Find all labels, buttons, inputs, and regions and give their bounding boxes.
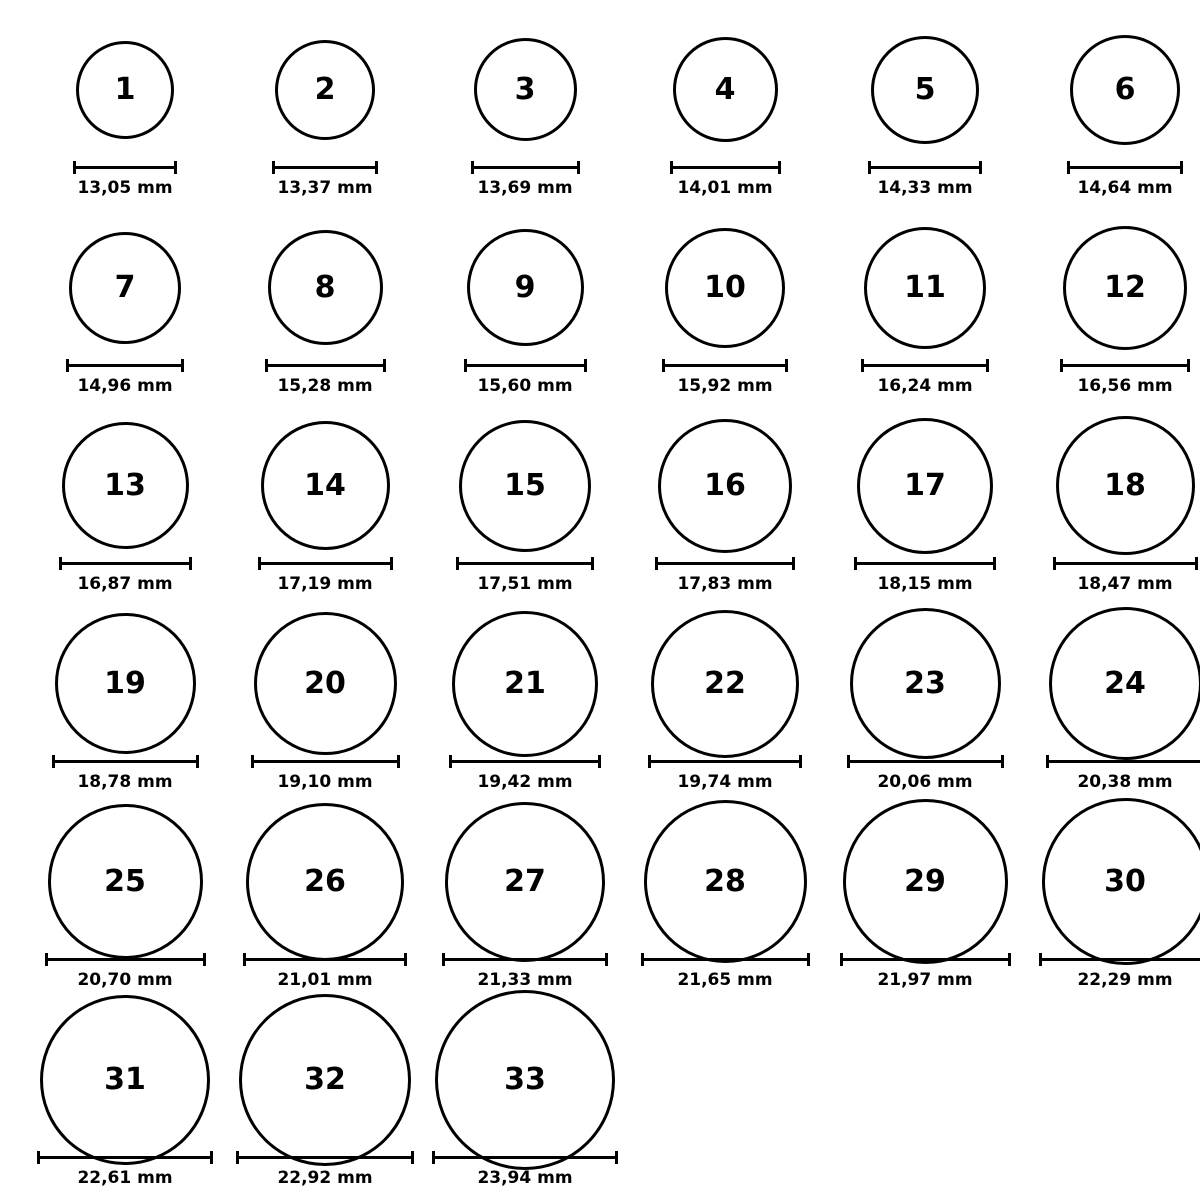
ring-circle-wrap bbox=[430, 1012, 620, 1147]
caliper-icon bbox=[670, 161, 781, 173]
ring-size-cell bbox=[30, 990, 220, 1188]
ring-size-number: 26 bbox=[304, 863, 346, 899]
caliper-icon bbox=[45, 953, 206, 965]
ring-circle-icon bbox=[1042, 798, 1200, 965]
ring-size-number: 33 bbox=[504, 1061, 546, 1097]
ring-diameter-label: 13,05 mm bbox=[77, 178, 173, 198]
ring-diameter-label: 21,33 mm bbox=[477, 970, 573, 990]
caliper-icon bbox=[456, 557, 594, 569]
caliper-icon bbox=[641, 953, 810, 965]
ring-diameter-label: 20,06 mm bbox=[877, 772, 973, 792]
ring-circle-wrap bbox=[230, 418, 420, 553]
ring-size-cell bbox=[630, 792, 820, 990]
ring-size-cell bbox=[830, 198, 1020, 396]
ring-diameter-label: 20,70 mm bbox=[77, 970, 173, 990]
ring-circle-icon bbox=[254, 612, 397, 755]
ring-row bbox=[0, 792, 1200, 990]
ring-row bbox=[0, 0, 1200, 198]
ring-circle-wrap bbox=[430, 22, 620, 157]
ring-circle-wrap bbox=[630, 616, 820, 751]
ring-circle-wrap bbox=[830, 220, 1020, 355]
ring-circle-wrap bbox=[830, 22, 1020, 157]
ring-diameter-label: 16,24 mm bbox=[877, 376, 973, 396]
ring-diameter-label: 22,29 mm bbox=[1077, 970, 1173, 990]
ring-diameter-label: 19,74 mm bbox=[677, 772, 773, 792]
ring-diameter-label: 21,97 mm bbox=[877, 970, 973, 990]
ring-diameter-label: 17,51 mm bbox=[477, 574, 573, 594]
ring-size-cell bbox=[1030, 198, 1200, 396]
ring-size-number: 8 bbox=[314, 269, 336, 305]
ring-measurement bbox=[830, 557, 1020, 594]
ring-size-cell bbox=[1030, 594, 1200, 792]
ring-row bbox=[0, 396, 1200, 594]
ring-diameter-label: 20,38 mm bbox=[1077, 772, 1173, 792]
ring-circle-icon bbox=[445, 802, 605, 962]
ring-size-cell bbox=[230, 198, 420, 396]
ring-measurement bbox=[430, 953, 620, 990]
ring-circle-icon bbox=[871, 36, 979, 144]
ring-diameter-label: 18,78 mm bbox=[77, 772, 173, 792]
ring-circle-wrap bbox=[630, 418, 820, 553]
ring-circle-icon bbox=[850, 608, 1001, 759]
ring-size-cell bbox=[830, 396, 1020, 594]
caliper-icon bbox=[868, 161, 982, 173]
ring-circle-wrap bbox=[30, 22, 220, 157]
ring-diameter-label: 18,15 mm bbox=[877, 574, 973, 594]
caliper-icon bbox=[73, 161, 177, 173]
ring-size-cell bbox=[830, 792, 1020, 990]
ring-measurement bbox=[30, 359, 220, 396]
ring-circle-wrap bbox=[630, 22, 820, 157]
ring-size-number: 6 bbox=[1114, 71, 1136, 107]
ring-size-cell bbox=[630, 594, 820, 792]
ring-size-cell bbox=[230, 990, 420, 1188]
caliper-icon bbox=[272, 161, 378, 173]
ring-circle-icon bbox=[275, 40, 375, 140]
ring-size-number: 20 bbox=[304, 665, 346, 701]
ring-measurement bbox=[630, 755, 820, 792]
ring-size-cell bbox=[30, 0, 220, 198]
ring-circle-wrap bbox=[430, 418, 620, 553]
ring-circle-icon bbox=[1049, 607, 1200, 760]
ring-circle-icon bbox=[246, 803, 404, 961]
ring-measurement bbox=[30, 1151, 220, 1188]
ring-size-number: 11 bbox=[904, 269, 946, 305]
ring-size-cell bbox=[230, 594, 420, 792]
ring-circle-wrap bbox=[230, 22, 420, 157]
ring-circle-icon bbox=[864, 227, 986, 349]
caliper-icon bbox=[854, 557, 996, 569]
ring-measurement bbox=[1030, 755, 1200, 792]
caliper-icon bbox=[1067, 161, 1183, 173]
ring-diameter-label: 22,92 mm bbox=[277, 1168, 373, 1188]
ring-circle-icon bbox=[1063, 226, 1187, 350]
ring-size-number: 24 bbox=[1104, 665, 1146, 701]
caliper-icon bbox=[1060, 359, 1190, 371]
ring-row bbox=[0, 990, 1200, 1188]
caliper-icon bbox=[432, 1151, 618, 1163]
ring-size-cell bbox=[30, 792, 220, 990]
ring-size-number: 30 bbox=[1104, 863, 1146, 899]
ring-measurement bbox=[630, 557, 820, 594]
caliper-icon bbox=[1046, 755, 1200, 767]
caliper-icon bbox=[449, 755, 601, 767]
ring-size-cell bbox=[30, 198, 220, 396]
ring-size-number: 28 bbox=[704, 863, 746, 899]
ring-measurement bbox=[430, 1151, 620, 1188]
ring-circle-icon bbox=[843, 799, 1008, 964]
caliper-icon bbox=[258, 557, 393, 569]
ring-circle-wrap bbox=[1030, 220, 1200, 355]
caliper-icon bbox=[1039, 953, 1200, 965]
ring-size-cell bbox=[430, 396, 620, 594]
ring-circle-wrap bbox=[1030, 22, 1200, 157]
ring-measurement bbox=[830, 359, 1020, 396]
caliper-icon bbox=[265, 359, 386, 371]
ring-circle-wrap bbox=[830, 814, 1020, 949]
ring-circle-wrap bbox=[30, 616, 220, 751]
caliper-icon bbox=[66, 359, 184, 371]
caliper-icon bbox=[662, 359, 788, 371]
ring-measurement bbox=[430, 557, 620, 594]
caliper-icon bbox=[442, 953, 608, 965]
ring-size-cell bbox=[430, 198, 620, 396]
ring-diameter-label: 17,19 mm bbox=[277, 574, 373, 594]
ring-size-cell bbox=[230, 396, 420, 594]
ring-circle-wrap bbox=[230, 220, 420, 355]
ring-diameter-label: 15,60 mm bbox=[477, 376, 573, 396]
ring-measurement bbox=[1030, 953, 1200, 990]
ring-size-cell bbox=[830, 594, 1020, 792]
caliper-icon bbox=[471, 161, 580, 173]
ring-circle-wrap bbox=[30, 220, 220, 355]
ring-size-number: 14 bbox=[304, 467, 346, 503]
ring-size-cell bbox=[1030, 792, 1200, 990]
ring-measurement bbox=[230, 557, 420, 594]
ring-size-number: 29 bbox=[904, 863, 946, 899]
ring-circle-wrap bbox=[430, 616, 620, 751]
ring-size-number: 4 bbox=[714, 71, 736, 107]
ring-circle-wrap bbox=[30, 1012, 220, 1147]
ring-circle-wrap bbox=[1030, 418, 1200, 553]
ring-diameter-label: 19,42 mm bbox=[477, 772, 573, 792]
ring-size-number: 10 bbox=[704, 269, 746, 305]
ring-diameter-label: 16,87 mm bbox=[77, 574, 173, 594]
ring-diameter-label: 18,47 mm bbox=[1077, 574, 1173, 594]
ring-circle-wrap bbox=[230, 616, 420, 751]
ring-size-number: 22 bbox=[704, 665, 746, 701]
ring-measurement bbox=[830, 953, 1020, 990]
ring-circle-wrap bbox=[1030, 814, 1200, 949]
ring-circle-wrap bbox=[30, 814, 220, 949]
ring-circle-wrap bbox=[630, 814, 820, 949]
ring-size-cell bbox=[630, 396, 820, 594]
ring-diameter-label: 13,37 mm bbox=[277, 178, 373, 198]
ring-size-number: 9 bbox=[514, 269, 536, 305]
ring-size-number: 1 bbox=[114, 71, 136, 107]
ring-size-cell bbox=[1030, 0, 1200, 198]
ring-circle-icon bbox=[48, 804, 203, 959]
ring-measurement bbox=[230, 1151, 420, 1188]
ring-measurement bbox=[30, 755, 220, 792]
caliper-icon bbox=[251, 755, 400, 767]
ring-circle-wrap bbox=[830, 616, 1020, 751]
ring-diameter-label: 14,96 mm bbox=[77, 376, 173, 396]
ring-circle-icon bbox=[268, 230, 383, 345]
ring-measurement bbox=[830, 161, 1020, 198]
ring-size-cell bbox=[430, 594, 620, 792]
ring-circle-icon bbox=[651, 610, 799, 758]
caliper-icon bbox=[648, 755, 802, 767]
ring-size-number: 32 bbox=[304, 1061, 346, 1097]
ring-size-cell bbox=[830, 0, 1020, 198]
ring-size-cell bbox=[630, 198, 820, 396]
ring-diameter-label: 21,01 mm bbox=[277, 970, 373, 990]
ring-size-number: 7 bbox=[114, 269, 136, 305]
ring-diameter-label: 22,61 mm bbox=[77, 1168, 173, 1188]
ring-circle-icon bbox=[55, 613, 196, 754]
ring-circle-icon bbox=[644, 800, 807, 963]
ring-measurement bbox=[230, 755, 420, 792]
ring-diameter-label: 13,69 mm bbox=[477, 178, 573, 198]
ring-circle-icon bbox=[452, 611, 598, 757]
ring-circle-icon bbox=[658, 419, 792, 553]
ring-size-cell bbox=[30, 594, 220, 792]
ring-size-cell bbox=[430, 990, 620, 1188]
ring-measurement bbox=[630, 953, 820, 990]
ring-size-number: 23 bbox=[904, 665, 946, 701]
ring-diameter-label: 19,10 mm bbox=[277, 772, 373, 792]
ring-diameter-label: 23,94 mm bbox=[477, 1168, 573, 1188]
caliper-icon bbox=[861, 359, 989, 371]
ring-diameter-label: 17,83 mm bbox=[677, 574, 773, 594]
ring-diameter-label: 16,56 mm bbox=[1077, 376, 1173, 396]
caliper-icon bbox=[59, 557, 192, 569]
caliper-icon bbox=[1053, 557, 1198, 569]
ring-measurement bbox=[30, 953, 220, 990]
ring-circle-icon bbox=[459, 420, 591, 552]
ring-measurement bbox=[230, 953, 420, 990]
caliper-icon bbox=[37, 1151, 213, 1163]
ring-size-cell bbox=[230, 792, 420, 990]
ring-measurement bbox=[1030, 161, 1200, 198]
ring-measurement bbox=[30, 557, 220, 594]
ring-circle-wrap bbox=[230, 814, 420, 949]
ring-measurement bbox=[630, 359, 820, 396]
ring-size-cell bbox=[630, 0, 820, 198]
ring-diameter-label: 15,28 mm bbox=[277, 376, 373, 396]
ring-circle-icon bbox=[1056, 416, 1195, 555]
ring-size-number: 5 bbox=[914, 71, 936, 107]
ring-circle-icon bbox=[62, 422, 189, 549]
caliper-icon bbox=[847, 755, 1004, 767]
ring-circle-icon bbox=[467, 229, 584, 346]
ring-measurement bbox=[630, 161, 820, 198]
ring-circle-icon bbox=[435, 990, 615, 1170]
ring-size-number: 13 bbox=[104, 467, 146, 503]
ring-size-number: 3 bbox=[514, 71, 536, 107]
ring-circle-wrap bbox=[430, 220, 620, 355]
ring-row bbox=[0, 198, 1200, 396]
ring-circle-icon bbox=[665, 228, 785, 348]
ring-measurement bbox=[430, 161, 620, 198]
ring-size-number: 25 bbox=[104, 863, 146, 899]
ring-size-number: 17 bbox=[904, 467, 946, 503]
ring-size-number: 2 bbox=[314, 71, 336, 107]
ring-size-number: 19 bbox=[104, 665, 146, 701]
ring-measurement bbox=[230, 161, 420, 198]
ring-circle-icon bbox=[673, 37, 778, 142]
ring-measurement bbox=[430, 755, 620, 792]
ring-measurement bbox=[430, 359, 620, 396]
ring-measurement bbox=[1030, 557, 1200, 594]
ring-measurement bbox=[1030, 359, 1200, 396]
ring-circle-wrap bbox=[1030, 616, 1200, 751]
ring-circle-icon bbox=[474, 38, 577, 141]
ring-circle-wrap bbox=[630, 220, 820, 355]
ring-row bbox=[0, 594, 1200, 792]
ring-circle-icon bbox=[1070, 35, 1180, 145]
ring-diameter-label: 15,92 mm bbox=[677, 376, 773, 396]
ring-circle-icon bbox=[40, 995, 210, 1165]
ring-size-number: 15 bbox=[504, 467, 546, 503]
caliper-icon bbox=[52, 755, 199, 767]
ring-circle-wrap bbox=[230, 1012, 420, 1147]
ring-circle-icon bbox=[857, 418, 993, 554]
ring-diameter-label: 14,33 mm bbox=[877, 178, 973, 198]
ring-diameter-label: 21,65 mm bbox=[677, 970, 773, 990]
ring-size-cell bbox=[430, 792, 620, 990]
ring-size-number: 27 bbox=[504, 863, 546, 899]
ring-size-number: 12 bbox=[1104, 269, 1146, 305]
caliper-icon bbox=[464, 359, 587, 371]
ring-circle-icon bbox=[239, 994, 411, 1166]
caliper-icon bbox=[840, 953, 1011, 965]
ring-measurement bbox=[830, 755, 1020, 792]
ring-size-number: 21 bbox=[504, 665, 546, 701]
ring-circle-wrap bbox=[830, 418, 1020, 553]
ring-size-cell bbox=[1030, 396, 1200, 594]
ring-size-cell bbox=[30, 396, 220, 594]
ring-diameter-label: 14,01 mm bbox=[677, 178, 773, 198]
ring-size-cell bbox=[230, 0, 420, 198]
ring-circle-wrap bbox=[30, 418, 220, 553]
ring-size-cell bbox=[430, 0, 620, 198]
ring-size-number: 31 bbox=[104, 1061, 146, 1097]
ring-size-number: 18 bbox=[1104, 467, 1146, 503]
ring-circle-icon bbox=[76, 41, 174, 139]
ring-circle-wrap bbox=[430, 814, 620, 949]
caliper-icon bbox=[655, 557, 795, 569]
ring-measurement bbox=[30, 161, 220, 198]
ring-diameter-label: 14,64 mm bbox=[1077, 178, 1173, 198]
ring-circle-icon bbox=[69, 232, 181, 344]
ring-measurement bbox=[230, 359, 420, 396]
caliper-icon bbox=[236, 1151, 414, 1163]
ring-size-number: 16 bbox=[704, 467, 746, 503]
ring-circle-icon bbox=[261, 421, 390, 550]
caliper-icon bbox=[243, 953, 407, 965]
